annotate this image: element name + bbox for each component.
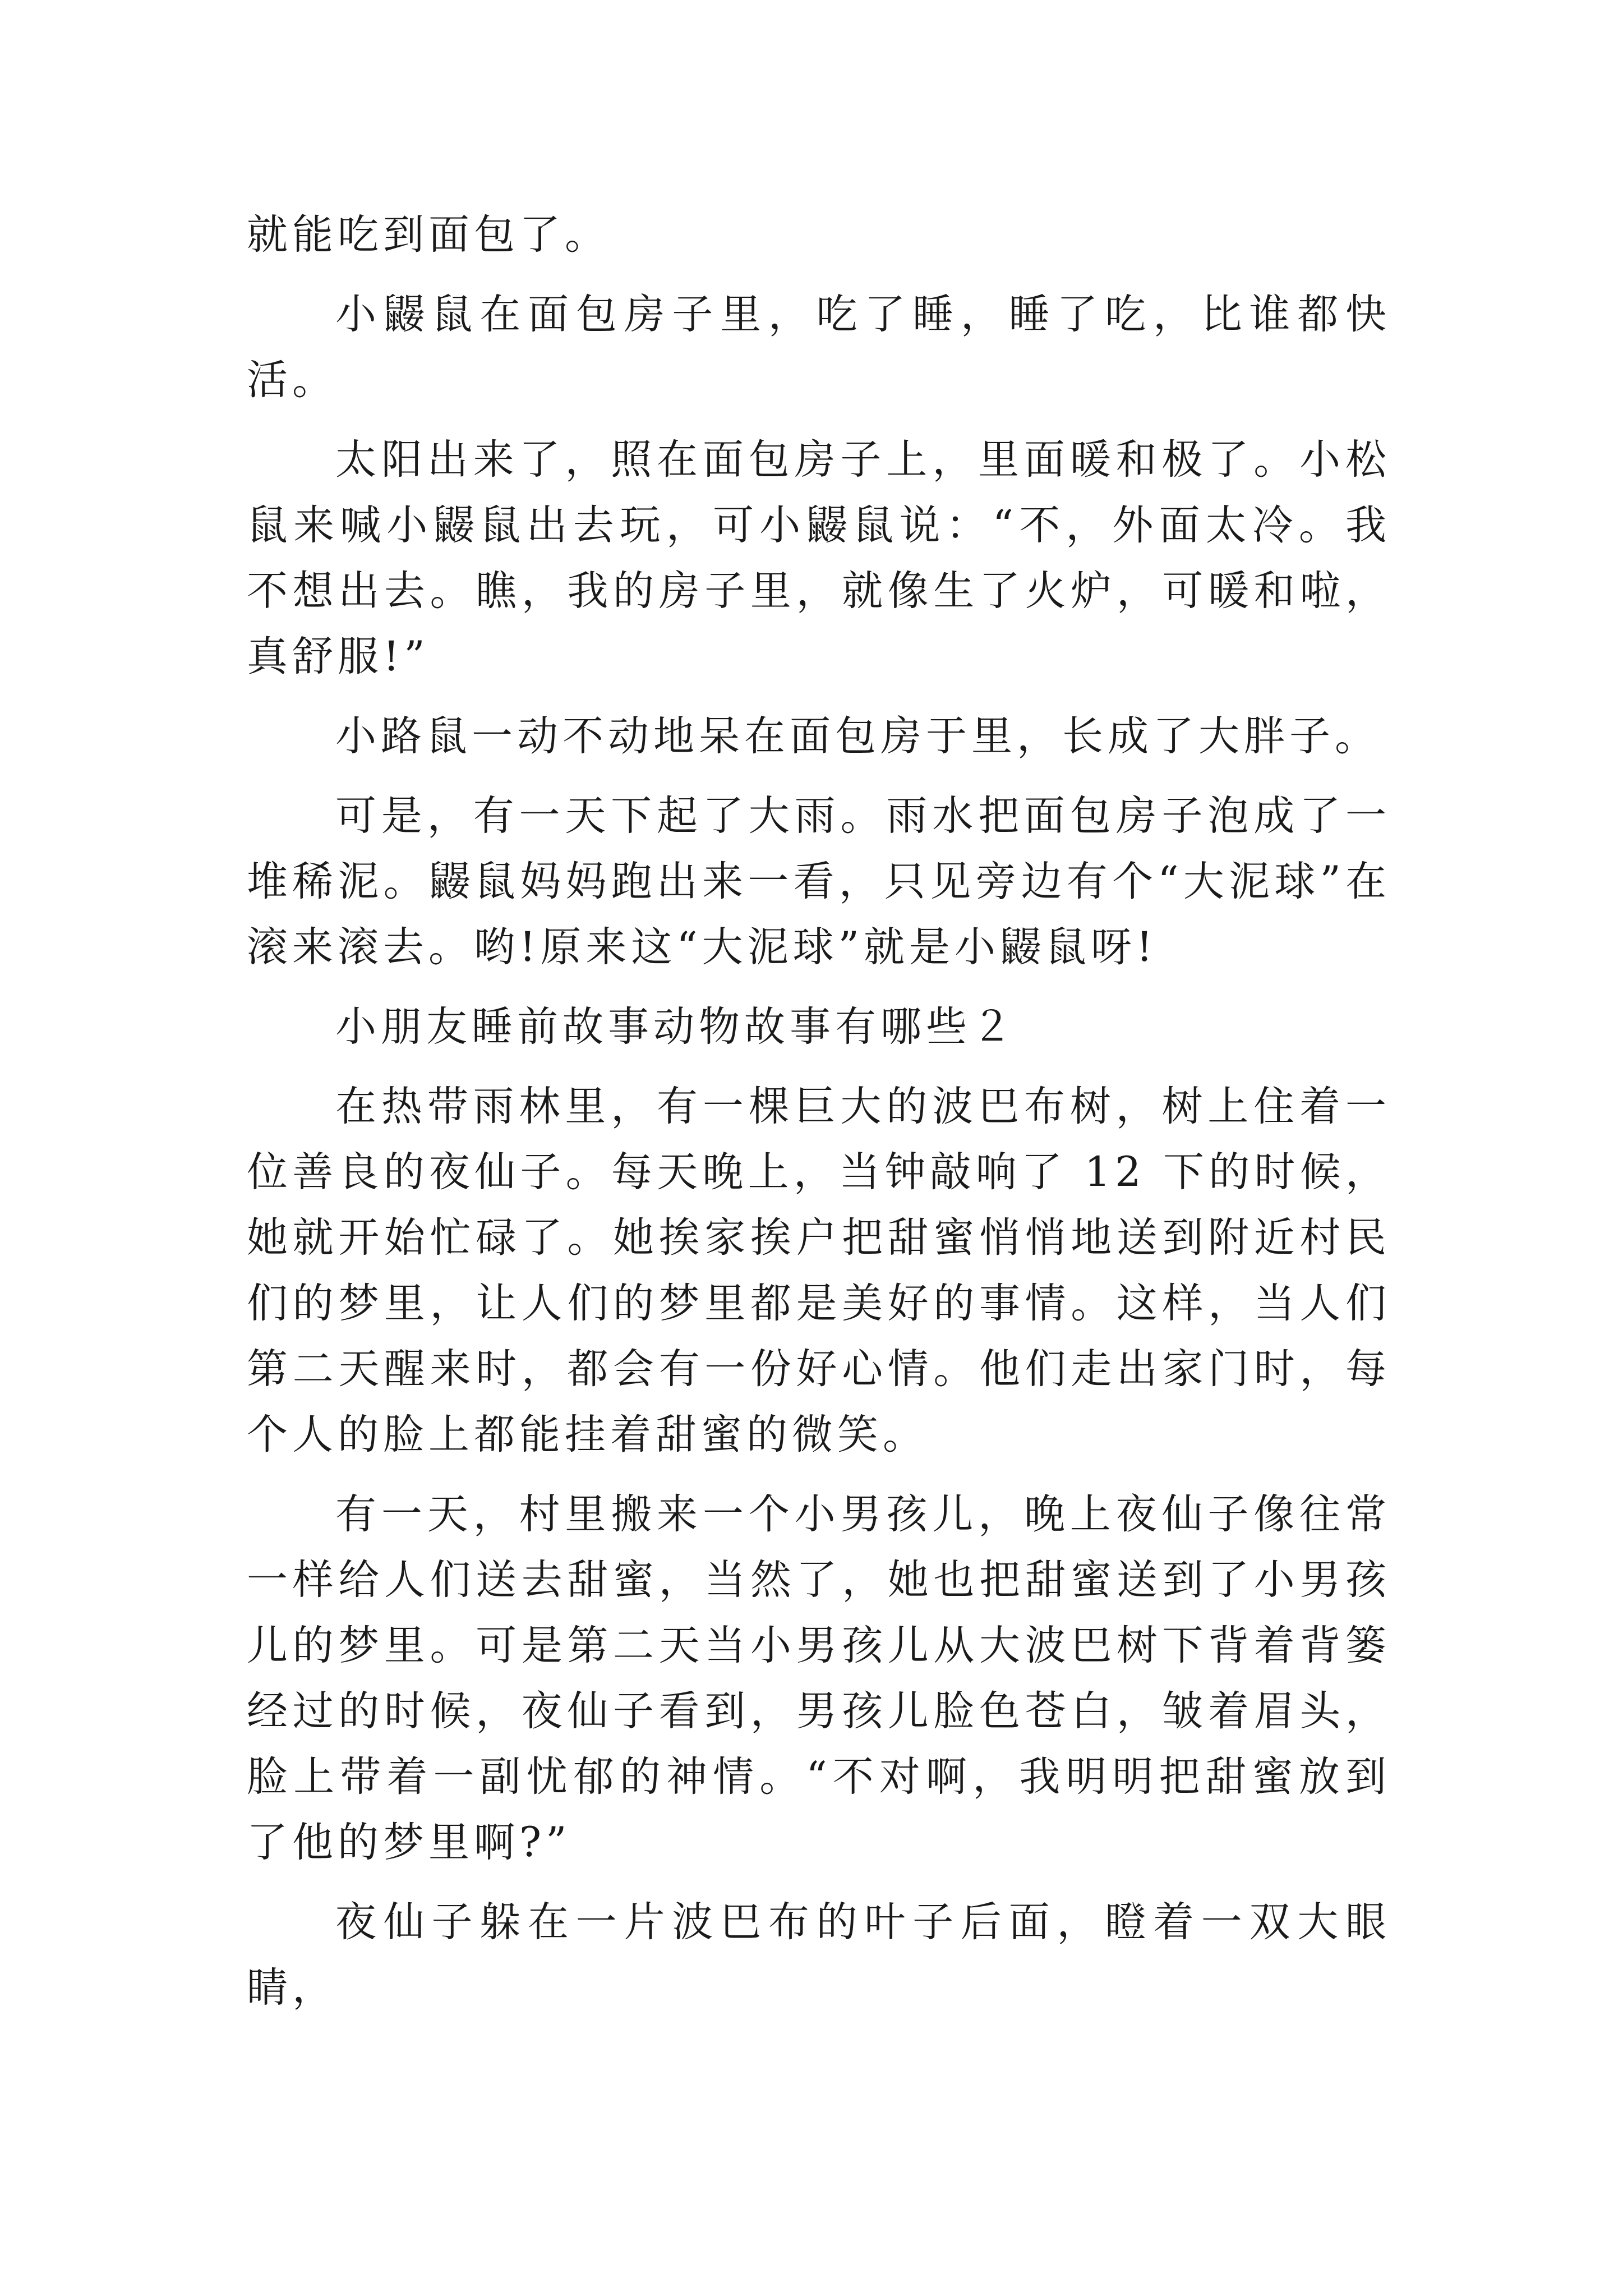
section-heading: 小朋友睡前故事动物故事有哪些２ bbox=[335, 1003, 1017, 1051]
paragraph: 有一天，村里搬来一个小男孩儿，晚上夜仙子像往常一样给人们送去甜蜜，当然了，她也把甜蜜送到了小男孩儿的梦里。可是第二天当小男孩儿从大波巴树下背着背篓经过的时候，夜仙子看到，男孩儿脸色苍白，皱着眉头，脸上带着一副忧郁的神情。“不对啊，我明明把甜蜜放到了他的梦里啊?” bbox=[247, 1490, 1391, 1866]
paragraph: 夜仙子躲在一片波巴布的叶子后面，瞪着一双大眼睛， bbox=[247, 1898, 1391, 2012]
paragraph: 小鼹鼠在面包房子里，吃了睡，睡了吃，比谁都快活。 bbox=[247, 291, 1391, 404]
paragraph: 在热带雨林里，有一棵巨大的波巴布树，树上住着一位善良的夜仙子。每天晚上，当钟敲响了 12 下的时候，她就开始忙碌了。她挨家挨户把甜蜜悄悄地送到附近村民们的梦里，让人们的梦里都是美好的事情。这样，当人们第二天醒来时，都会有一份好心情。他们走出家门时，每个人的脸上都能挂着甜蜜的微笑。 bbox=[247, 1083, 1391, 1458]
paragraph: 可是，有一天下起了大雨。雨水把面包房子泡成了一堆稀泥。鼹鼠妈妈跑出来一看，只见旁边有个“大泥球”在滚来滚去。哟!原来这“大泥球”就是小鼹鼠呀! bbox=[247, 792, 1391, 971]
paragraph: 小路鼠一动不动地呆在面包房于里，长成了大胖子。 bbox=[335, 712, 1380, 760]
story-text bbox=[247, 202, 1391, 2035]
paragraph: 太阳出来了，照在面包房子上，里面暖和极了。小松鼠来喊小鼹鼠出去玩，可小鼹鼠说：“不，外面太冷。我不想出去。瞧，我的房子里，就像生了火炉，可暖和啦，真舒服!” bbox=[247, 436, 1391, 680]
paragraph-continued: 就能吃到面包了。 bbox=[247, 211, 610, 259]
